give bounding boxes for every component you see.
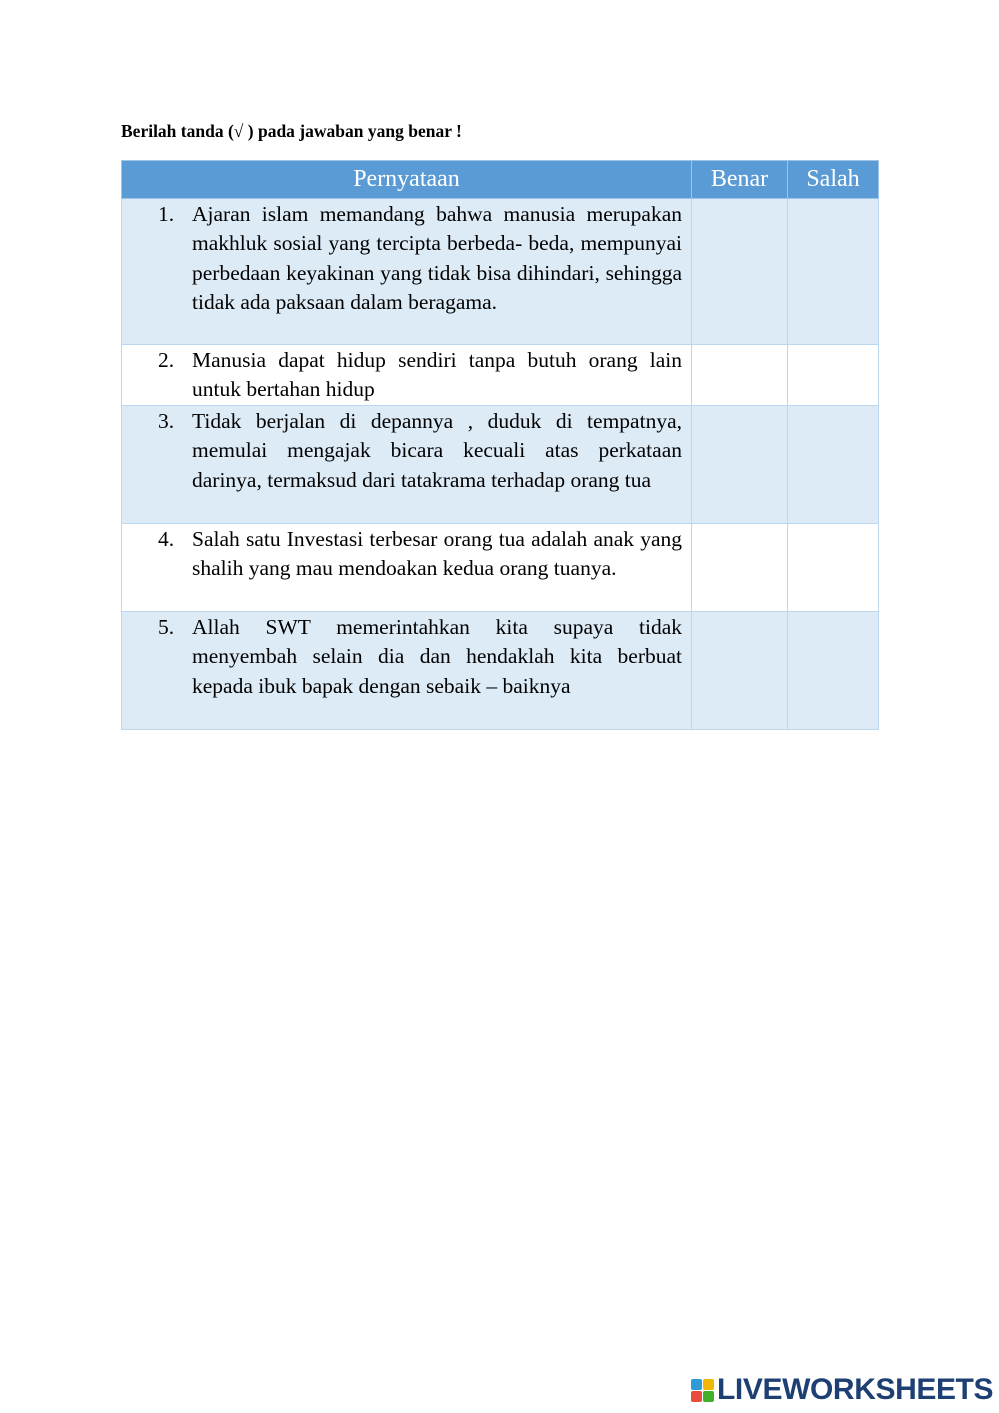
liveworksheets-logo (691, 1373, 993, 1407)
statement-cell (122, 523, 692, 611)
answer-false-cell[interactable] (788, 345, 879, 406)
answer-false-cell[interactable] (788, 199, 879, 345)
answer-false-cell[interactable] (788, 523, 879, 611)
statement-number: 5. (158, 614, 175, 639)
statement-cell (122, 345, 692, 406)
statement-text: Ajaran islam memandang bahwa manusia merupakan makhluk sosial yang tercipta berbeda- beda, mempunyai perbedaan keyakinan yang tidak bisa dihindari, sehingga tidak ada paksaan dalam beragama. (192, 202, 682, 315)
header-true: Benar (692, 161, 788, 199)
statement-cell (122, 199, 692, 345)
table-row (122, 405, 879, 523)
liveworksheets-logo-icon (691, 1379, 714, 1402)
statement-number: 2. (158, 348, 175, 372)
answer-true-cell[interactable] (692, 345, 788, 406)
statement-text: Allah SWT memerintahkan kita supaya tidak menyembah selain dia dan hendaklah kita berbuat kepada ibuk bapak dengan sebaik – baiknya (192, 614, 682, 698)
answer-true-cell[interactable] (692, 523, 788, 611)
answer-false-cell[interactable] (788, 405, 879, 523)
header-statement: Pernyataan (122, 161, 692, 199)
table-row (122, 523, 879, 611)
statement-cell (122, 405, 692, 523)
instruction-text: Berilah tanda (√ ) pada jawaban yang benar ! (121, 121, 462, 141)
table-row (122, 199, 879, 345)
logo-text: LIVEWORKSHEETS (717, 1373, 994, 1406)
header-false: Salah (788, 161, 879, 199)
statement-number: 4. (158, 526, 175, 551)
table-row (122, 611, 879, 729)
table-row (122, 345, 879, 406)
statement-cell (122, 611, 692, 729)
table-header-row (122, 161, 879, 199)
statement-text: Manusia dapat hidup sendiri tanpa butuh orang lain untuk bertahan hidup (192, 348, 682, 402)
true-false-table (121, 160, 879, 730)
statement-number: 1. (158, 202, 175, 226)
statement-text: Tidak berjalan di depannya , duduk di tempatnya, memulai mengajak bicara kecuali atas perkataan darinya, termaksud dari tatakrama terhadap orang tua (192, 408, 682, 492)
answer-true-cell[interactable] (692, 405, 788, 523)
statement-number: 3. (158, 408, 175, 433)
statement-text: Salah satu Investasi terbesar orang tua adalah anak yang shalih yang mau mendoakan kedua orang tuanya. (192, 526, 682, 581)
answer-false-cell[interactable] (788, 611, 879, 729)
answer-true-cell[interactable] (692, 199, 788, 345)
answer-true-cell[interactable] (692, 611, 788, 729)
